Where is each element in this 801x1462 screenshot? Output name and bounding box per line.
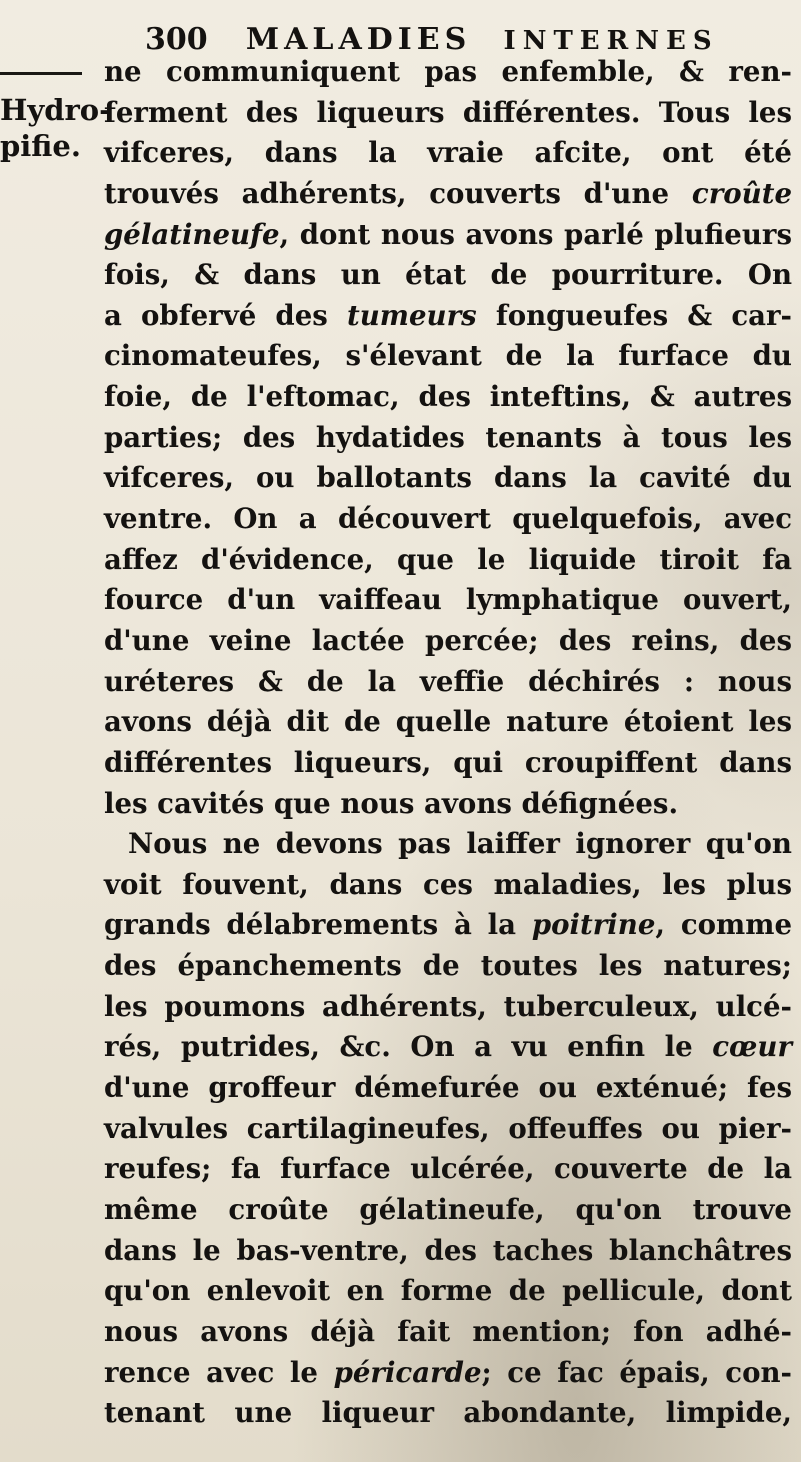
text-line [104, 1231, 792, 1272]
italic-term: cœur [712, 1030, 792, 1064]
text-line [104, 987, 792, 1028]
text-line [104, 540, 792, 581]
text-segment: qu'on enlevoit en forme de pellicule, dont [104, 1274, 792, 1308]
text-segment: cinomateufes, s'élevant de la furface du [104, 339, 792, 373]
text-line [104, 1190, 792, 1231]
margin-note-line: Hydro- [0, 93, 112, 127]
text-segment: a obfervé des [104, 298, 347, 332]
text-segment: rés, putrides, &c. On a vu enfin le [104, 1030, 713, 1064]
text-segment: des épanchements de toutes les natures; [104, 949, 792, 983]
italic-term: péricarde [333, 1355, 482, 1389]
page-number: 300 [145, 22, 208, 57]
text-segment: grands délabrements à la [104, 908, 532, 942]
text-line [104, 743, 792, 784]
text-line [104, 1027, 792, 1068]
text-segment: les poumons adhérents, tuberculeux, ulcé- [104, 989, 792, 1023]
text-segment: , dont nous avons parlé plufieurs [279, 217, 792, 251]
text-segment: valvules cartilagineufes, offeuffes ou pier- [104, 1111, 792, 1145]
text-segment: tenant une liqueur abondante, limpide, [104, 1396, 792, 1430]
text-line [104, 702, 792, 743]
text-segment: rence avec le [104, 1355, 334, 1389]
text-line [104, 296, 792, 337]
text-segment: reufes; fa furface ulcérée, couverte de la [104, 1152, 792, 1186]
text-line [104, 1353, 792, 1394]
text-segment: ; ce fac épais, con- [481, 1355, 792, 1389]
text-line [104, 336, 792, 377]
text-line [104, 93, 792, 134]
running-title-maladies: MALADIES [245, 22, 472, 57]
text-segment: même croûte gélatineufe, qu'on trouve [104, 1192, 792, 1226]
text-line [104, 1312, 792, 1353]
text-segment: avons déjà dit de quelle nature étoient les [104, 705, 792, 739]
text-line [104, 458, 792, 499]
running-title-internes: INTERNES [503, 26, 719, 56]
text-line [104, 1393, 792, 1434]
text-segment: , comme [655, 908, 793, 942]
text-segment: uréteres & de la veffie déchirés : nous [104, 664, 792, 698]
text-line [104, 580, 792, 621]
text-segment: différentes liqueurs, qui croupiffent dans [104, 745, 792, 779]
text-line [104, 621, 792, 662]
text-segment: nous avons déjà fait mention; fon adhé- [104, 1314, 792, 1348]
text-segment: dans le bas-ventre, des taches blanchâtres [104, 1233, 792, 1267]
text-segment: voit fouvent, dans ces maladies, les plus [104, 867, 792, 901]
text-line [104, 499, 792, 540]
text-line [104, 784, 792, 825]
text-segment: fource d'un vaiffeau lymphatique ouvert, [104, 583, 792, 617]
margin-note-line: pifie. [0, 129, 81, 163]
text-segment: ventre. On a découvert quelquefois, avec [104, 502, 792, 536]
continuation-dash [0, 72, 82, 75]
text-segment: d'une groffeur démefurée ou exténué; fes [104, 1071, 792, 1105]
italic-term: poitrine [531, 908, 656, 942]
text-line [104, 52, 792, 93]
text-segment: vifceres, dans la vraie afcite, ont été [104, 136, 792, 170]
text-segment: vifceres, ou ballotants dans la cavité du [104, 461, 792, 495]
text-segment: Nous ne devons pas laiffer ignorer qu'on [128, 827, 792, 861]
text-segment: fois, & dans un état de pourriture. On [104, 258, 792, 292]
italic-term: tumeurs [346, 298, 477, 332]
text-segment: fongueufes & car- [476, 298, 792, 332]
text-line [104, 133, 792, 174]
text-line [104, 215, 792, 256]
text-line [104, 1271, 792, 1312]
text-segment: parties; des hydatides tenants à tous les [104, 420, 792, 454]
body-text [104, 52, 792, 1434]
text-segment: foie, de l'eftomac, des inteftins, & autres [104, 380, 792, 414]
text-line [104, 1149, 792, 1190]
text-segment: ferment des liqueurs différentes. Tous les [104, 95, 792, 129]
text-line [104, 174, 792, 215]
italic-term: croûte [691, 176, 792, 210]
margin-note [0, 92, 111, 164]
text-segment: ne communiquent pas enfemble, & ren- [104, 55, 792, 88]
text-segment: les cavités que nous avons défignées. [104, 786, 679, 820]
text-line [104, 377, 792, 418]
text-line [104, 946, 792, 987]
text-line [104, 418, 792, 459]
text-line [104, 1109, 792, 1150]
italic-term: gélatineufe [104, 217, 280, 251]
text-segment: d'une veine lactée percée; des reins, des [104, 623, 792, 657]
text-line [104, 662, 792, 703]
text-line [104, 1068, 792, 1109]
text-line [104, 824, 792, 865]
text-line [104, 905, 792, 946]
text-segment: affez d'évidence, que le liquide tiroit fa [104, 542, 792, 576]
text-line [104, 865, 792, 906]
text-line [104, 255, 792, 296]
text-segment: trouvés adhérents, couverts d'une [104, 176, 692, 210]
